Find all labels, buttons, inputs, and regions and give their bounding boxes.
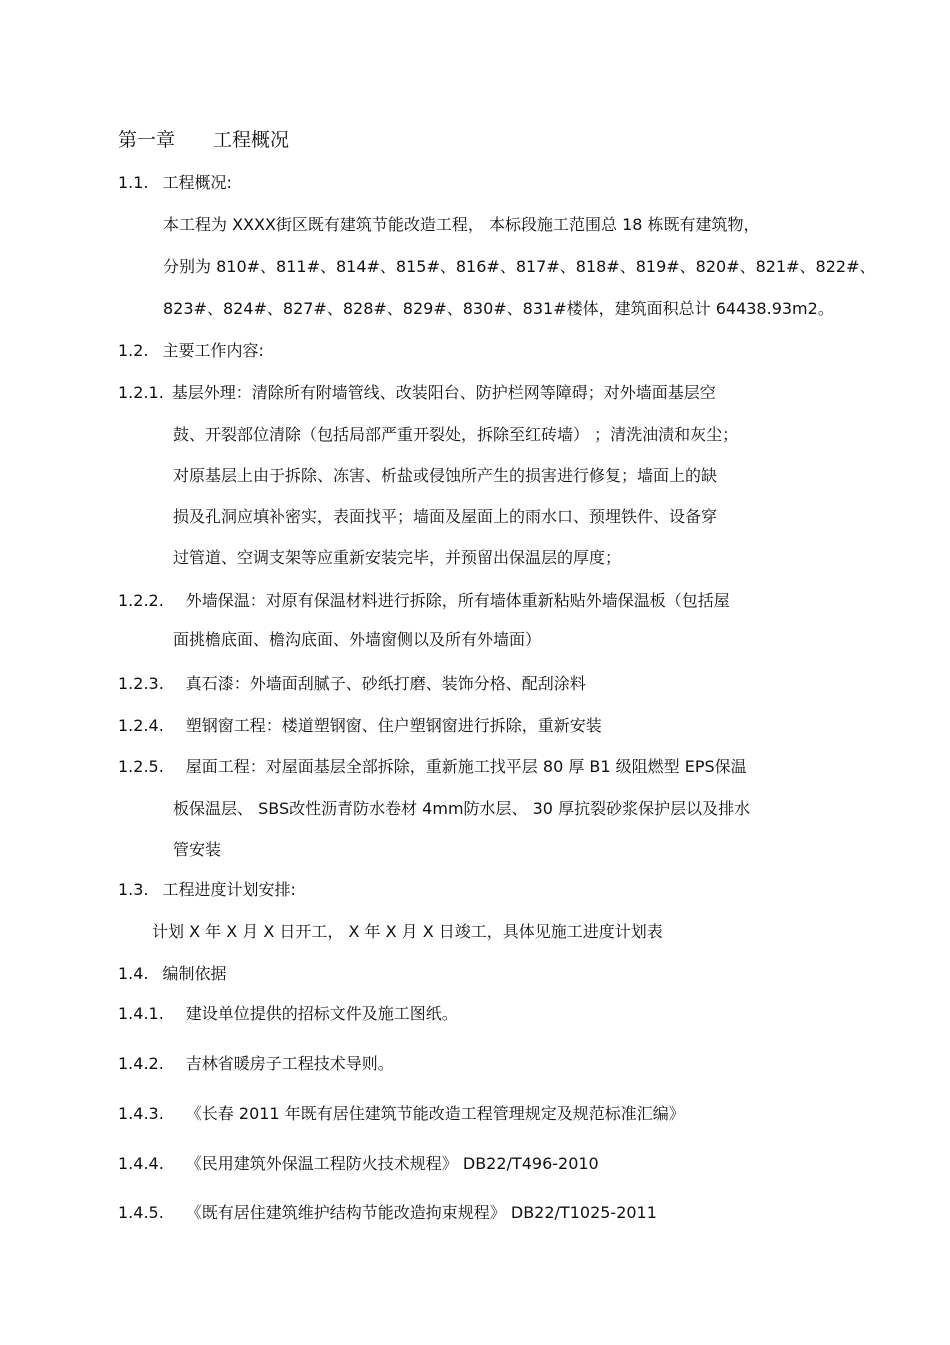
section-number: 1.2. (118, 341, 149, 360)
section-heading-1-1 (118, 173, 232, 193)
subsection-number: 1.2.1. (118, 383, 164, 402)
reference-number: 1.4.5. (118, 1203, 164, 1222)
paragraph-line: 损及孔洞应填补密实，表面找平；墙面及屋面上的雨水口、预埋铁件、设备穿 (173, 507, 718, 526)
subsection-text: 基层外理：清除所有附墙管线、改装阳台、防护栏网等障碍；对外墙面基层空 (171, 383, 716, 402)
subsection-1-2-4 (118, 716, 602, 736)
reference-item-1-4-1 (118, 1004, 458, 1024)
paragraph-line: 面挑檐底面、檐沟底面、外墙窗侧以及所有外墙面） (173, 630, 542, 649)
paragraph-line: 计划 X 年 X 月 X 日开工， X 年 X 月 X 日竣工，具体见施工进度计划表 (152, 922, 663, 941)
paragraph-line: 鼓、开裂部位清除（包括局部严重开裂处，拆除至红砖墙） ；清洗油渍和灰尘； (173, 425, 739, 444)
section-heading-1-3 (118, 880, 296, 900)
chapter-heading (118, 128, 289, 152)
section-heading-1-4 (118, 964, 227, 984)
chapter-number: 第一章 (118, 129, 176, 151)
paragraph-line: 本工程为 XXXX街区既有建筑节能改造工程， 本标段施工范围总 18 栋既有建筑物， (163, 215, 760, 234)
section-title: 主要工作内容: (162, 341, 264, 360)
paragraph-line: 823#、824#、827#、828#、829#、830#、831#楼体，建筑面积总计 64438.93m2。 (163, 299, 834, 318)
section-heading-1-2 (118, 341, 264, 361)
subsection-text: 塑钢窗工程：楼道塑钢窗、住户塑钢窗进行拆除，重新安装 (185, 716, 602, 735)
subsection-1-2-5 (118, 757, 747, 777)
subsection-text: 外墙保温：对原有保温材料进行拆除，所有墙体重新粘贴外墙保温板（包括屋 (185, 591, 730, 610)
chapter-title: 工程概况 (213, 129, 290, 151)
reference-text: 吉林省暖房子工程技术导则。 (185, 1054, 394, 1073)
reference-text: 建设单位提供的招标文件及施工图纸。 (185, 1004, 458, 1023)
reference-item-1-4-2 (118, 1054, 394, 1074)
section-title: 编制依据 (162, 964, 227, 983)
section-title: 工程进度计划安排: (162, 880, 296, 899)
subsection-number: 1.2.3. (118, 674, 164, 693)
reference-item-1-4-3 (118, 1104, 685, 1124)
reference-text: 《长春 2011 年既有居住建筑节能改造工程管理规定及规范标准汇编》 (185, 1104, 685, 1123)
paragraph-line: 管安装 (173, 840, 222, 859)
reference-number: 1.4.2. (118, 1054, 164, 1073)
subsection-text: 真石漆：外墙面刮腻子、砂纸打磨、装饰分格、配刮涂料 (185, 674, 586, 693)
section-number: 1.3. (118, 880, 149, 899)
reference-text: 《既有居住建筑维护结构节能改造拘束规程》 DB22/T1025-2011 (185, 1203, 657, 1222)
paragraph-line: 过管道、空调支架等应重新安装完毕，并预留出保温层的厚度； (173, 548, 622, 567)
section-title: 工程概况: (162, 173, 232, 192)
subsection-text: 屋面工程：对屋面基层全部拆除，重新施工找平层 80 厚 B1 级阻燃型 EPS保温 (185, 757, 747, 776)
paragraph-line: 分别为 810#、811#、814#、815#、816#、817#、818#、819#、820#、821#、822#、 (163, 257, 876, 276)
section-number: 1.1. (118, 173, 149, 192)
paragraph-line: 对原基层上由于拆除、冻害、析盐或侵蚀所产生的损害进行修复；墙面上的缺 (173, 466, 718, 485)
subsection-number: 1.2.5. (118, 757, 164, 776)
subsection-number: 1.2.4. (118, 716, 164, 735)
subsection-1-2-2 (118, 591, 730, 611)
section-number: 1.4. (118, 964, 149, 983)
reference-number: 1.4.4. (118, 1154, 164, 1173)
reference-number: 1.4.3. (118, 1104, 164, 1123)
subsection-number: 1.2.2. (118, 591, 164, 610)
paragraph-line: 板保温层、 SBS改性沥青防水卷材 4mm防水层、 30 厚抗裂砂浆保护层以及排水 (173, 799, 751, 818)
reference-number: 1.4.1. (118, 1004, 164, 1023)
reference-item-1-4-5 (118, 1203, 657, 1223)
subsection-1-2-1 (118, 383, 716, 403)
subsection-1-2-3 (118, 674, 586, 694)
reference-item-1-4-4 (118, 1154, 599, 1174)
reference-text: 《民用建筑外保温工程防火技术规程》 DB22/T496-2010 (185, 1154, 599, 1173)
